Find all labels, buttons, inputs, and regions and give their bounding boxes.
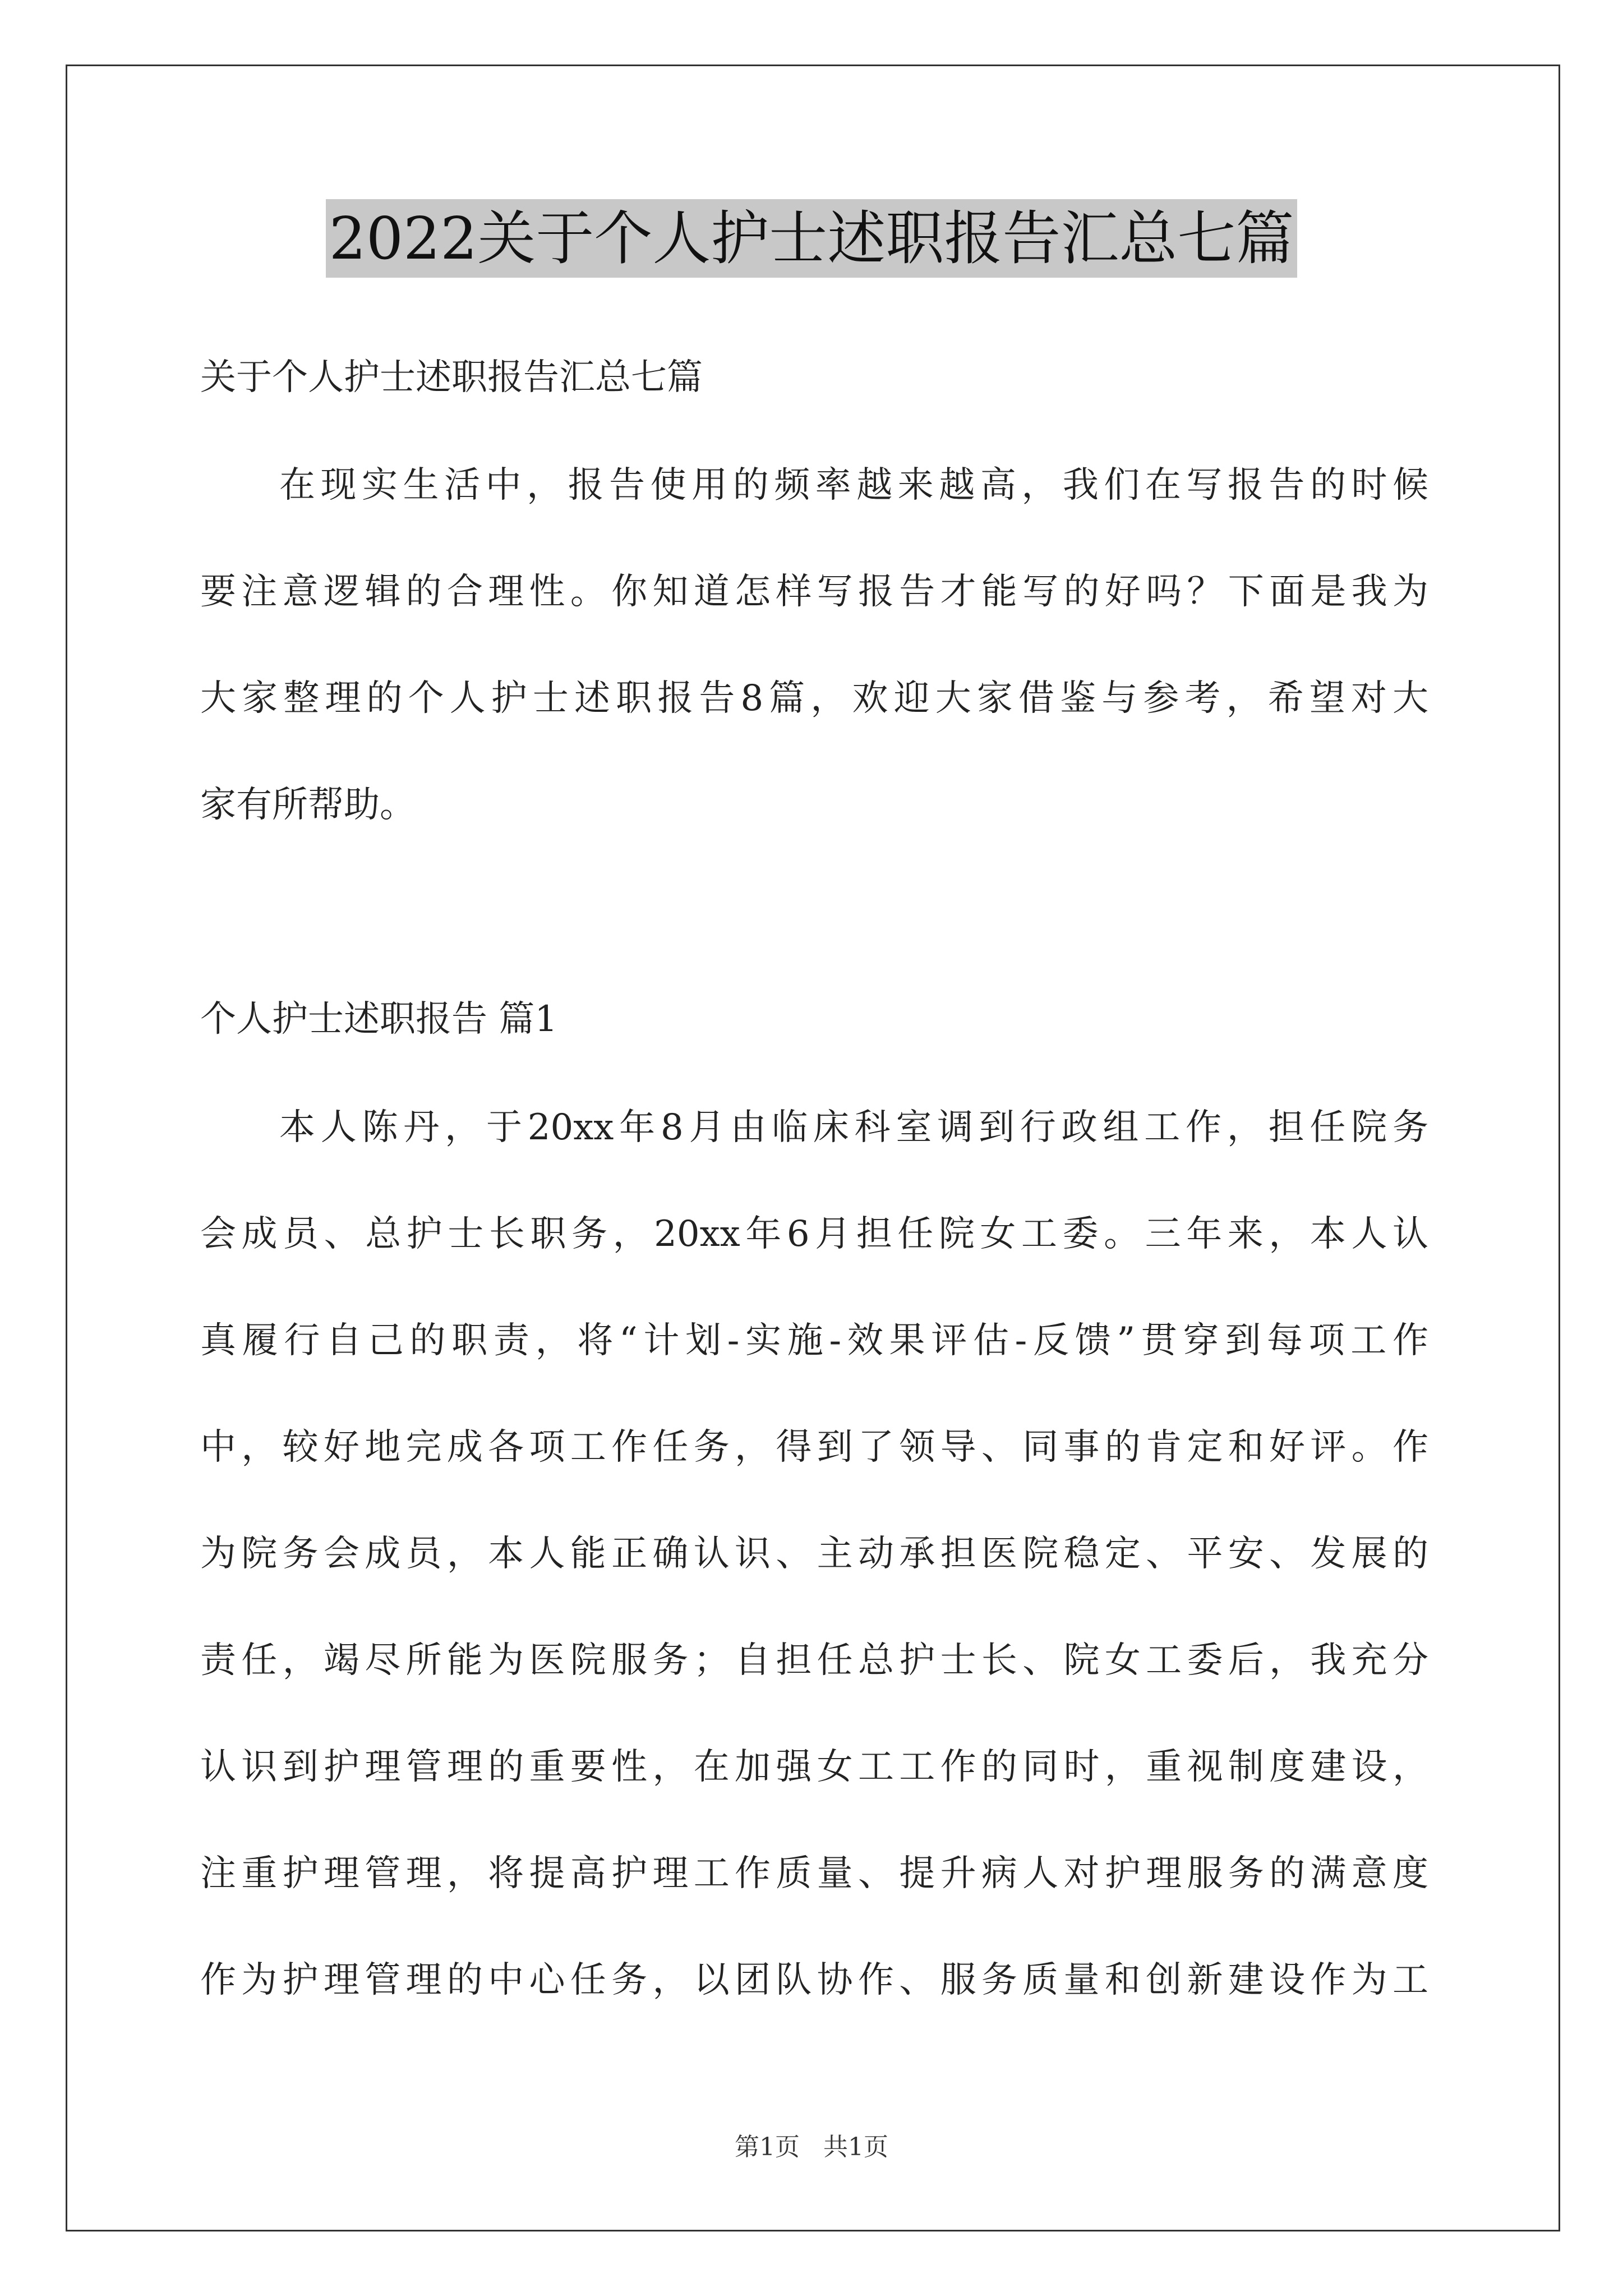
section-line: 责任，竭尽所能为医院服务；自担任总护士长、院女工委后，我充分 [200, 1640, 1428, 1681]
intro-line: 大家整理的个人护士述职报告8篇，欢迎大家借鉴与参考，希望对大 [200, 678, 1428, 719]
section-line: 为院务会成员，本人能正确认识、主动承担医院稳定、平安、发展的 [200, 1533, 1428, 1575]
section-line: 中，较好地完成各项工作任务，得到了领导、同事的肯定和好评。作 [200, 1427, 1428, 1468]
title-container [0, 199, 1623, 278]
section-line: 会成员、总护士长职务，20xx年6月担任院女工委。三年来，本人认 [200, 1213, 1428, 1255]
section-line: 作为护理管理的中心任务，以团队协作、服务质量和创新建设作为工 [200, 1959, 1428, 2001]
section-line: 注重护理管理，将提高护理工作质量、提升病人对护理服务的满意度 [200, 1853, 1428, 1894]
section-line: 真履行自己的职责，将“计划-实施-效果评估-反馈”贯穿到每项工作 [200, 1320, 1428, 1361]
intro-line: 要注意逻辑的合理性。你知道怎样写报告才能写的好吗？下面是我为 [200, 571, 1428, 613]
section-line: 认识到护理管理的重要性，在加强女工工作的同时，重视制度建设， [200, 1746, 1428, 1788]
section-heading: 个人护士述职报告 篇1 [200, 999, 558, 1040]
intro-line: 家有所帮助。 [200, 784, 416, 826]
section-line: 本人陈丹，于20xx年8月由临床科室调到行政组工作，担任院务 [279, 1107, 1428, 1148]
intro-line: 在现实生活中，报告使用的频率越来越高，我们在写报告的时候 [279, 464, 1428, 506]
document-subtitle: 关于个人护士述职报告汇总七篇 [200, 357, 703, 398]
page-footer: 第1页 共1页 [735, 2133, 888, 2161]
document-title: 2022关于个人护士述职报告汇总七篇 [326, 199, 1298, 278]
